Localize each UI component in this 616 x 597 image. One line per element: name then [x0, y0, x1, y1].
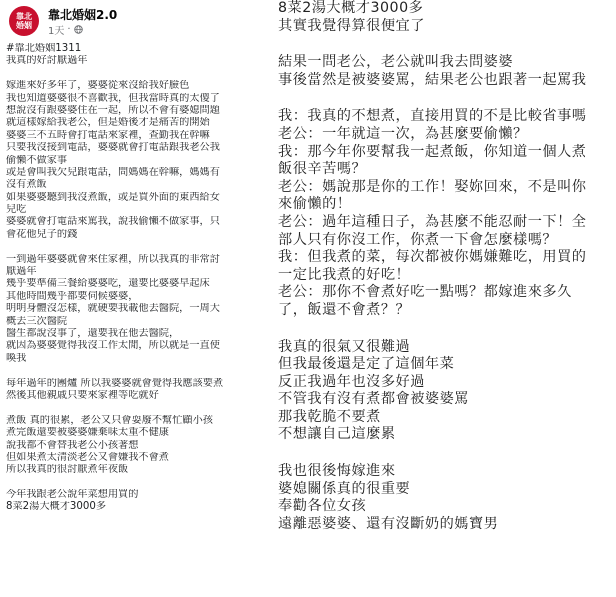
avatar-logo-text: 靠北 婚姻: [16, 12, 32, 30]
post-text-line: 然後其他親戚只要來家裡等吃就好: [6, 389, 159, 401]
story-text-line: 我真的很氣又很難過: [278, 338, 411, 355]
post-text-line: 8菜2湯大概才3000多: [6, 501, 107, 513]
story-text-line: 老公：媽說那是你的工作！娶妳回來，不是叫你: [278, 178, 587, 195]
post-text-line: 我也知道婆婆很不喜歡我，但我當時真的太傻了: [6, 92, 220, 104]
story-text-line: 我也很後悔嫁進來: [278, 463, 396, 480]
post-text-line: 偷懶不做家事: [6, 154, 68, 166]
story-text-line: 奉勸各位女孩: [278, 498, 367, 515]
story-text-line: 了，飯還不會煮？？: [278, 301, 411, 318]
story-text-line: 我：但我煮的菜，每次都被你媽嫌難吃，用買的: [278, 249, 587, 266]
post-blank-line: [6, 477, 258, 489]
post-text-line: 就這樣嫁給我老公，但是婚後才是痛苦的開始: [6, 117, 210, 129]
story-text-line: 不想讓自己這麼累: [278, 426, 396, 443]
post-text-line: 概去三次醫院: [6, 315, 68, 327]
paragraph-gap: [278, 444, 616, 463]
story-text-line: 其實我覺得算很便宜了: [278, 17, 425, 34]
post-text-line: 我真的好討厭過年: [6, 55, 88, 67]
post-blank-line: [6, 365, 258, 377]
post-blank-line: [6, 68, 258, 80]
story-text-line: 一定比我煮的好吃！: [278, 266, 411, 283]
story-text-line: 8菜2湯大概才3000多: [278, 0, 424, 16]
story-paragraph: [278, 108, 616, 319]
post-text-line: 明明身體沒怎樣，就硬要我載他去醫院，一周大: [6, 303, 220, 315]
story-text-line: 那我乾脆不要煮: [278, 408, 381, 425]
story-text-line: 來偷懶的！: [278, 196, 352, 213]
story-text-line: 反正我過年也沒多好過: [278, 373, 425, 390]
post-text-line: 只要我沒接到電話，婆婆就會打電話跟我老公我: [6, 142, 220, 154]
page-name-link[interactable]: 靠北婚姻2.0: [48, 8, 118, 22]
paragraph-gap: [278, 35, 616, 54]
story-text-line: 飯很辛苦嗎？: [278, 161, 367, 178]
post-text-line: 一到過年婆婆就會來住家裡，所以我真的非常討: [6, 253, 220, 265]
post-header: [6, 0, 262, 44]
story-text-line: 我：我真的不想煮，直接用買的不是比較省事嗎: [278, 108, 587, 125]
post-text-line: 喚我: [6, 352, 27, 364]
story-text-line: 部人只有你沒工作，你煮一下會怎麼樣嗎？: [278, 231, 558, 248]
post-blank-line: [6, 402, 258, 414]
post-text-line: 兒吃: [6, 204, 27, 216]
story-paragraph: [278, 463, 616, 533]
post-text-line: 厭過年: [6, 266, 37, 278]
post-body: [6, 43, 258, 514]
story-text-line: 不管我有沒有煮都會被婆婆罵: [278, 391, 469, 408]
post-text-line: 或是會叫我欠兒跟電話，問媽媽在幹嘛，媽媽有: [6, 166, 220, 178]
post-text-line: 沒有煮飯: [6, 179, 47, 191]
post-meta: [48, 22, 83, 37]
post-blank-line: [6, 241, 258, 253]
story-text-line: 但我最後還是定了這個年菜: [278, 356, 455, 373]
post-text-line: #靠北婚姻1311: [6, 43, 82, 54]
post-text-line: 每年過年的團爐 所以我婆婆就會覺得我應該要煮: [6, 377, 224, 389]
story-text-line: 我：那今年你要幫我一起煮飯，你知道一個人煮: [278, 143, 587, 160]
post-time[interactable]: 1天: [48, 26, 65, 37]
story-text-line: 老公：過年這種日子，為甚麼不能忍耐一下！全: [278, 213, 587, 230]
story-text-panel: [262, 0, 616, 597]
story-text-line: 老公：一年就這一次，為甚麼要偷懶？: [278, 125, 528, 142]
post-text-line: 嫁進來好多年了，婆婆從來沒給我好臉色: [6, 80, 190, 92]
post-text-line: 幾乎要準備三餐給婆婆吃，還要比婆婆早起床: [6, 278, 210, 290]
story-text-line: 老公：那你不會煮好吃一點嗎？都嫁進來多久: [278, 284, 572, 301]
story-text-line: 事後當然是被婆婆罵，結果老公也跟著一起罵我: [278, 71, 587, 88]
meta-separator: ·: [67, 24, 71, 35]
post-text-line: 煮飯 真的很累，老公又只會耍廢不幫忙顧小孩: [6, 414, 213, 426]
paragraph-gap: [278, 320, 616, 339]
post-text-line: 其他時間幾乎都要伺候婆婆，: [6, 290, 139, 302]
story-paragraph: [278, 54, 616, 89]
post-text-line: 如果婆婆聽到我沒煮飯，或是買外面的東西給女: [6, 191, 220, 203]
story-text-line: 遠離惡婆婆、還有沒斷奶的媽寶男: [278, 515, 499, 532]
story-paragraph: [278, 339, 616, 445]
post-text-line: 所以我真的很討厭煮年夜飯: [6, 464, 129, 476]
post-text-line: 就因為婆婆覺得我沒工作太閒，所以就是一直使: [6, 340, 220, 352]
facebook-post: [0, 0, 262, 597]
post-text-line: 醫生都說沒事了，還要我在他去醫院，: [6, 327, 180, 339]
post-text-line: 說我都不會替我老公小孩著想: [6, 439, 139, 451]
post-text-line: 想說沒有跟婆婆住在一起，所以不會有婆媳問題: [6, 104, 220, 116]
post-text-line: 但如果煮太清淡老公又會嫌我不會煮: [6, 451, 169, 463]
post-text-line: 煮完飯還要被婆婆嫌棄味太重不健康: [6, 427, 169, 439]
post-text-line: 婆婆三不五時會打電話來家裡，查勤我在幹嘛: [6, 129, 210, 141]
post-text-line: 今年我跟老公說年菜想用買的: [6, 489, 139, 501]
story-paragraph: [278, 0, 616, 35]
story-text-line: 婆媳關係真的很重要: [278, 480, 411, 497]
post-text-line: 婆婆就會打電話來罵我，說我偷懶不做家事，只: [6, 216, 220, 228]
post-text-line: 會花他兒子的錢: [6, 228, 78, 240]
paragraph-gap: [278, 89, 616, 108]
page-avatar[interactable]: [9, 6, 39, 36]
story-text-line: 結果一問老公，老公就叫我去問婆婆: [278, 54, 514, 71]
globe-icon: [74, 25, 83, 34]
